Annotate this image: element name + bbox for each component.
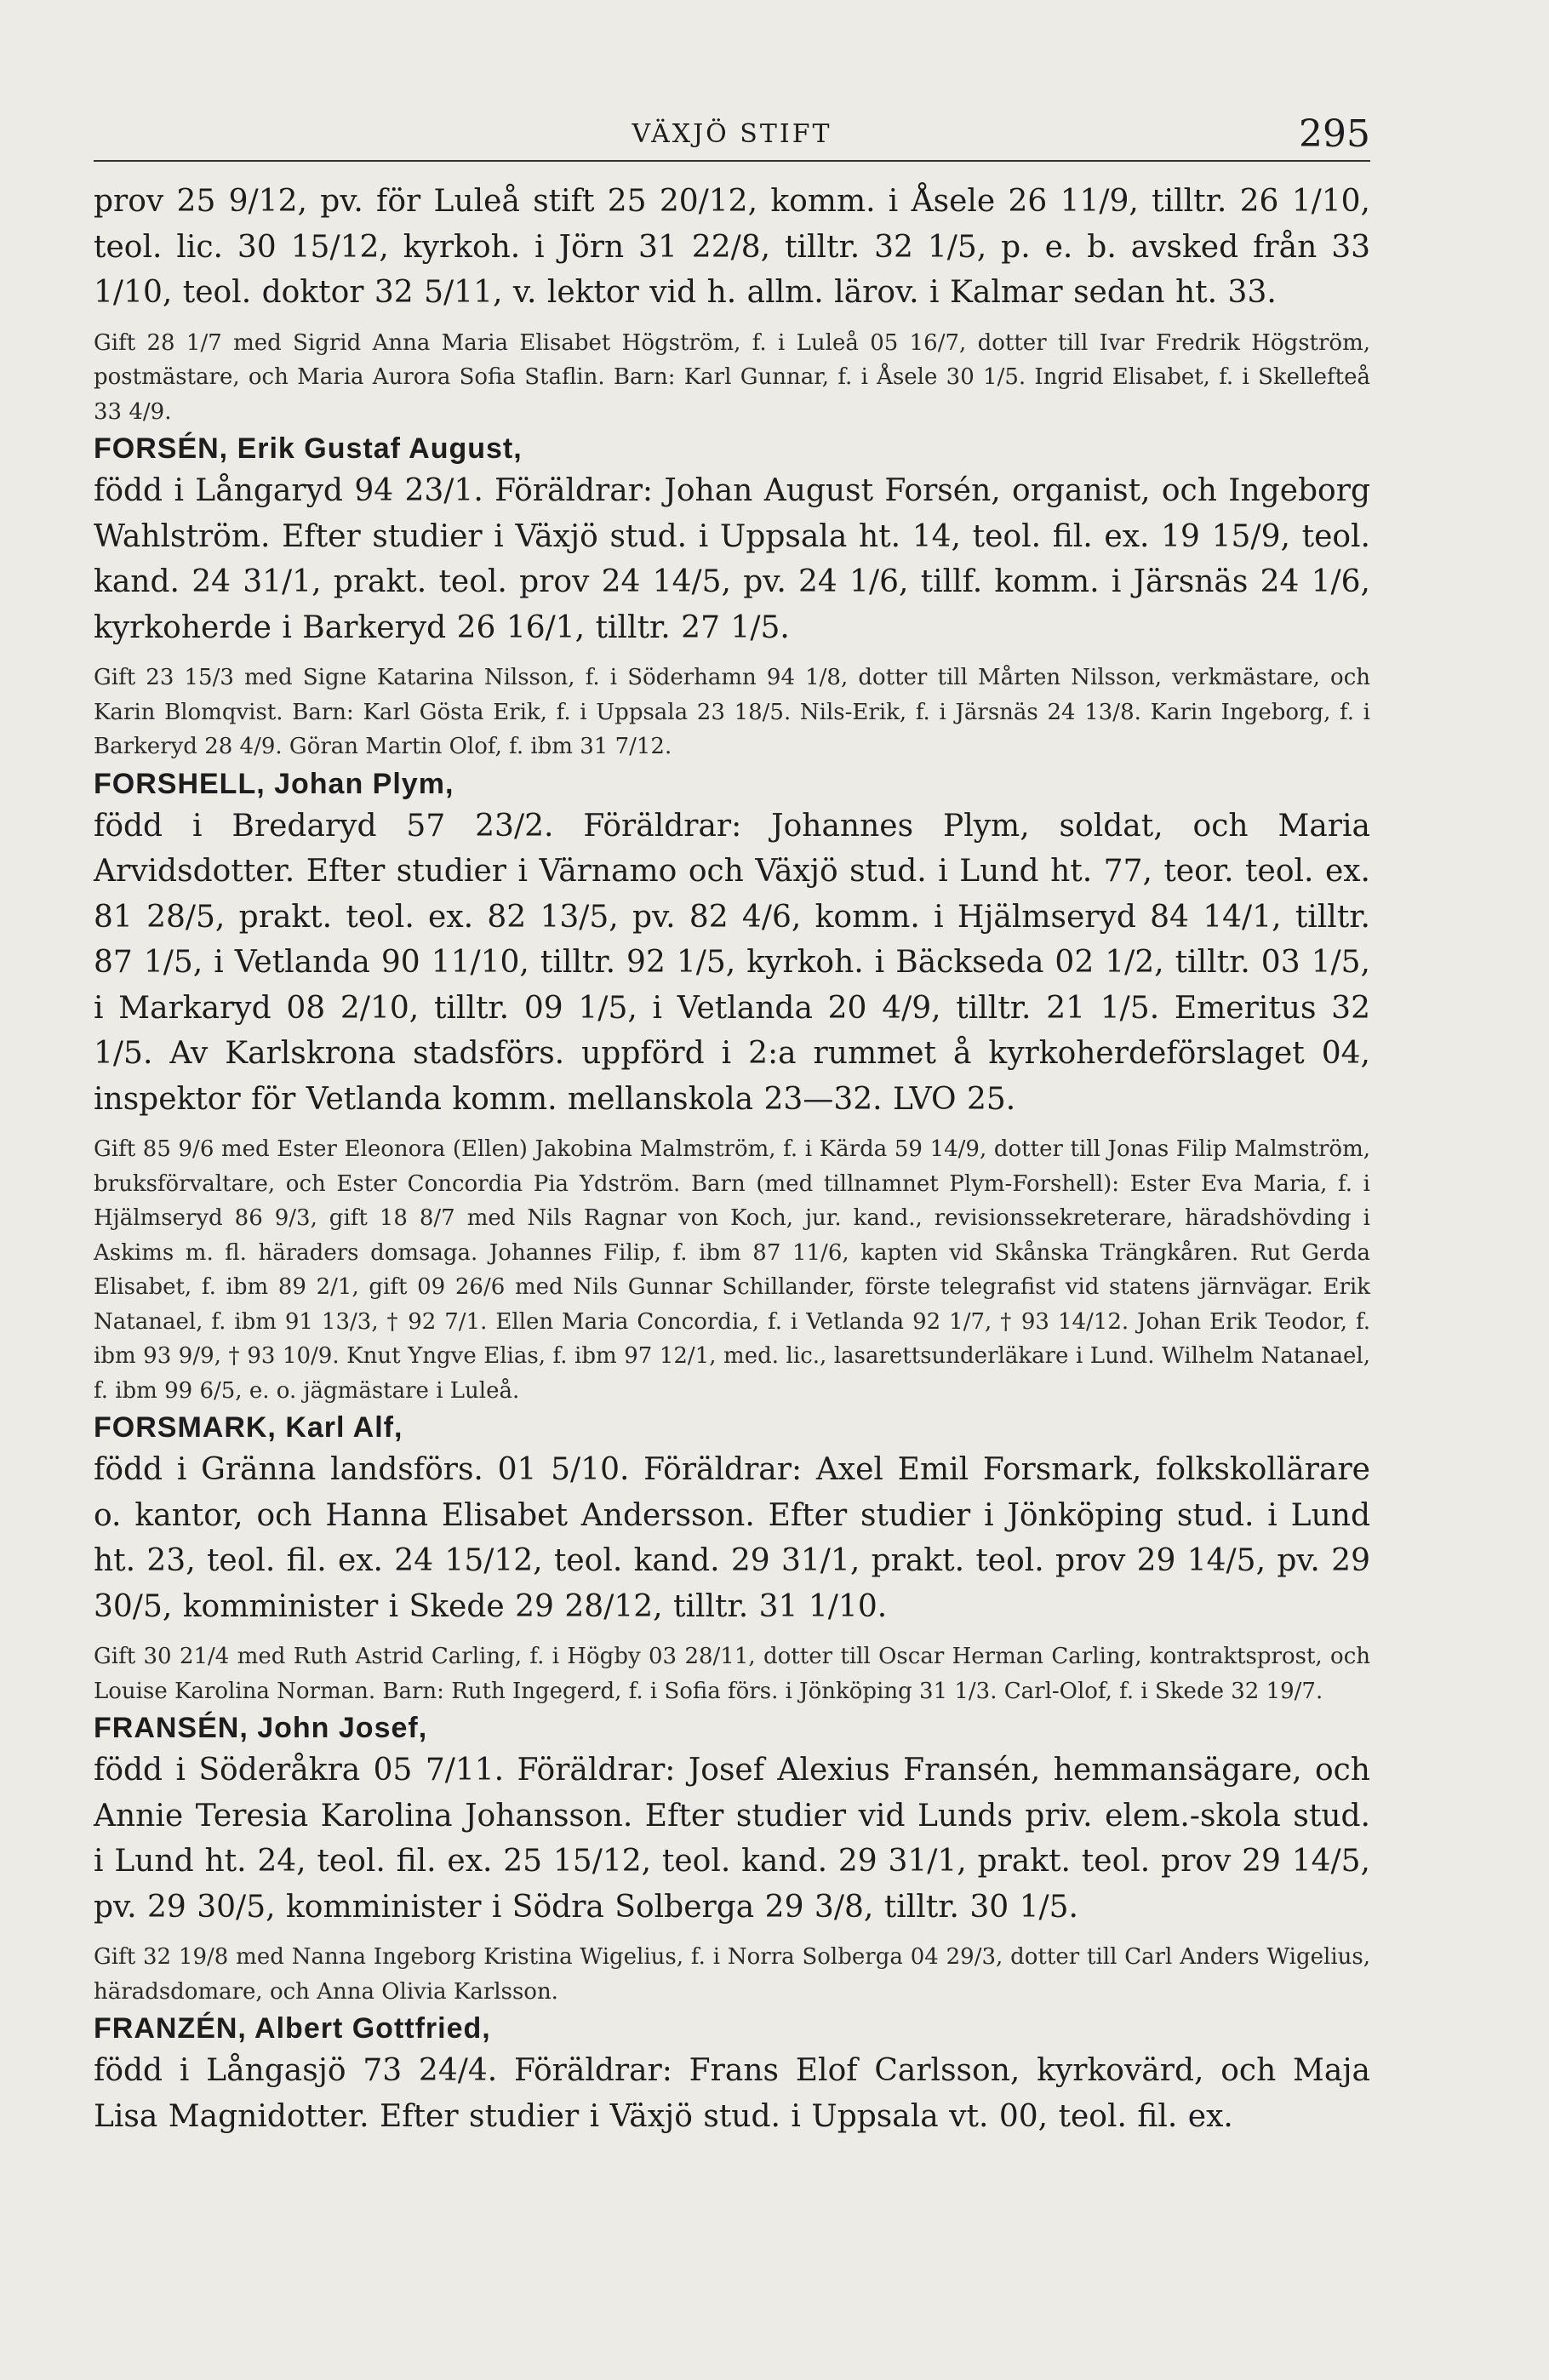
entry-family: Gift 85 9/6 med Ester Eleonora (Ellen) Jakobina Malmström, f. i Kärda 59 14/9, dotter till Jonas Filip Malmström, bruksförvaltare, och Ester Concordia Pia Ydström. Barn (med tillnamnet Plym-Forshell): Ester Eva Maria, f. i Hjälmseryd 86 9/3, gift 18 8/7 med Nils Ragnar von Koch, jur. kand., revisionssekreterare, häradshövding i Askims m. fl. häraders domsaga. Johannes Filip, f. ibm 87 11/6, kapten vid Skånska Trängkåren. Rut Gerda Elisabet, f. ibm 89 2/1, gift 09 26/6 med Nils Gunnar Schillander, förste telegrafist vid statens järnvägar. Erik Natanael, f. ibm 91 13/3, † 92 7/1. Ellen Maria Concordia, f. i Vetlanda 92 1/7, † 93 14/12. Johan Erik Teodor, f. ibm 93 9/9, † 93 10/9. Knut Yngve Elias, f. ibm 97 12/1, med. lic., lasarettsunderläkare i Lund. Wilhelm Natanael, f. ibm 99 6/5, e. o. jägmästare i Luleå. xyxy=(94,1136,1370,1404)
entry-body: född i Långasjö 73 24/4. Föräldrar: Frans Elof Carlsson, kyrkovärd, och Maja Lisa Magnidotter. Efter studier i Växjö stud. i Uppsala vt. 00, teol. fil. ex. xyxy=(94,2053,1370,2134)
entry-body: prov 25 9/12, pv. för Luleå stift 25 20/12, komm. i Åsele 26 11/9, tilltr. 26 1/10, teol. lic. 30 15/12, kyrkoh. i Jörn 31 22/8, tilltr. 32 1/5, p. e. b. avsked från 33 1/10, teol. doktor 32 5/11, v. lektor vid h. allm. lärov. i Kalmar sedan ht. 33. xyxy=(94,184,1370,310)
entry-heading: FORSHELL, Johan Plym, xyxy=(94,767,454,800)
running-title: VÄXJÖ STIFT xyxy=(632,119,832,149)
page-number: 295 xyxy=(1299,112,1370,156)
entry-family: Gift 32 19/8 med Nanna Ingeborg Kristina Wigelius, f. i Norra Solberga 04 29/3, dotter till Carl Anders Wigelius, häradsdomare, och Anna Olivia Karlsson. xyxy=(94,1944,1370,2005)
page-header xyxy=(94,92,1370,160)
entry-family: Gift 23 15/3 med Signe Katarina Nilsson, f. i Söderhamn 94 1/8, dotter till Mårten Nilsson, verkmästare, och Karin Blomqvist. Barn: Karl Gösta Erik, f. i Uppsala 23 18/5. Nils-Erik, f. i Järsnäs 24 13/8. Karin Ingeborg, f. i Barkeryd 28 4/9. Göran Martin Olof, f. ibm 31 7/12. xyxy=(94,665,1370,759)
entry-family: Gift 30 21/4 med Ruth Astrid Carling, f. i Högby 03 28/11, dotter till Oscar Herman Carling, kontraktsprost, och Louise Karolina Norman. Barn: Ruth Ingegerd, f. i Sofia förs. i Jönköping 31 1/3. Carl-Olof, f. i Skede 32 19/7. xyxy=(94,1644,1370,1704)
entry-body: född i Långaryd 94 23/1. Föräldrar: Johan August Forsén, organist, och Ingeborg Wahlström. Efter studier i Växjö stud. i Uppsala ht. 14, teol. fil. ex. 19 15/9, teol. kand. 24 31/1, prakt. teol. prov 24 14/5, pv. 24 1/6, tillf. komm. i Järsnäs 24 1/6, kyrkoherde i Barkeryd 26 16/1, tilltr. 27 1/5. xyxy=(94,473,1370,645)
entry-forsen xyxy=(94,429,1370,764)
header-rule xyxy=(94,160,1370,162)
entry-forsmark xyxy=(94,1408,1370,1708)
entry-heading: FRANSÉN, John Josef, xyxy=(94,1712,428,1744)
entry-heading: FORSMARK, Karl Alf, xyxy=(94,1411,403,1444)
entry-heading: FRANZÉN, Albert Gottfried, xyxy=(94,2012,491,2045)
entry-continuation xyxy=(94,179,1370,429)
entry-body: född i Bredaryd 57 23/2. Föräldrar: Johannes Plym, soldat, och Maria Arvidsdotter. Efter studier i Värnamo och Växjö stud. i Lund ht. 77, teor. teol. ex. 81 28/5, prakt. teol. ex. 82 13/5, pv. 82 4/6, komm. i Hjälmseryd 84 14/1, tilltr. 87 1/5, i Vetlanda 90 11/10, tilltr. 92 1/5, kyrkoh. i Bäckseda 02 1/2, tilltr. 03 1/5, i Markaryd 08 2/10, tilltr. 09 1/5, i Vetlanda 20 4/9, tilltr. 21 1/5. Emeritus 32 1/5. Av Karlskrona stadsförs. uppförd i 2:a rummet å kyrkoherdeförslaget 04, inspektor för Vetlanda komm. mellanskola 23—32. LVO 25. xyxy=(94,808,1370,1117)
entry-heading: FORSÉN, Erik Gustaf August, xyxy=(94,432,523,465)
entry-fransen xyxy=(94,1708,1370,2009)
page-content xyxy=(94,179,1370,2139)
entry-body: född i Gränna landsförs. 01 5/10. Föräldrar: Axel Emil Forsmark, folkskollärare o. kantor, och Hanna Elisabet Andersson. Efter studier i Jönköping stud. i Lund ht. 23, teol. fil. ex. 24 15/12, teol. kand. 29 31/1, prakt. teol. prov 29 14/5, pv. 29 30/5, komminister i Skede 29 28/12, tilltr. 31 1/10. xyxy=(94,1452,1370,1624)
entry-forshell xyxy=(94,764,1370,1409)
entry-body: född i Söderåkra 05 7/11. Föräldrar: Josef Alexius Fransén, hemmansägare, och Annie Teresia Karolina Johansson. Efter studier vid Lunds priv. elem.-skola stud. i Lund ht. 24, teol. fil. ex. 25 15/12, teol. kand. 29 31/1, prakt. teol. prov 29 14/5, pv. 29 30/5, komminister i Södra Solberga 29 3/8, tilltr. 30 1/5. xyxy=(94,1753,1370,1925)
entry-franzen xyxy=(94,2009,1370,2139)
entry-family: Gift 28 1/7 med Sigrid Anna Maria Elisabet Högström, f. i Luleå 05 16/7, dotter till Ivar Fredrik Högström, postmästare, och Maria Aurora Sofia Staflin. Barn: Karl Gunnar, f. i Åsele 30 1/5. Ingrid Elisabet, f. i Skellefteå 33 4/9. xyxy=(94,329,1370,425)
